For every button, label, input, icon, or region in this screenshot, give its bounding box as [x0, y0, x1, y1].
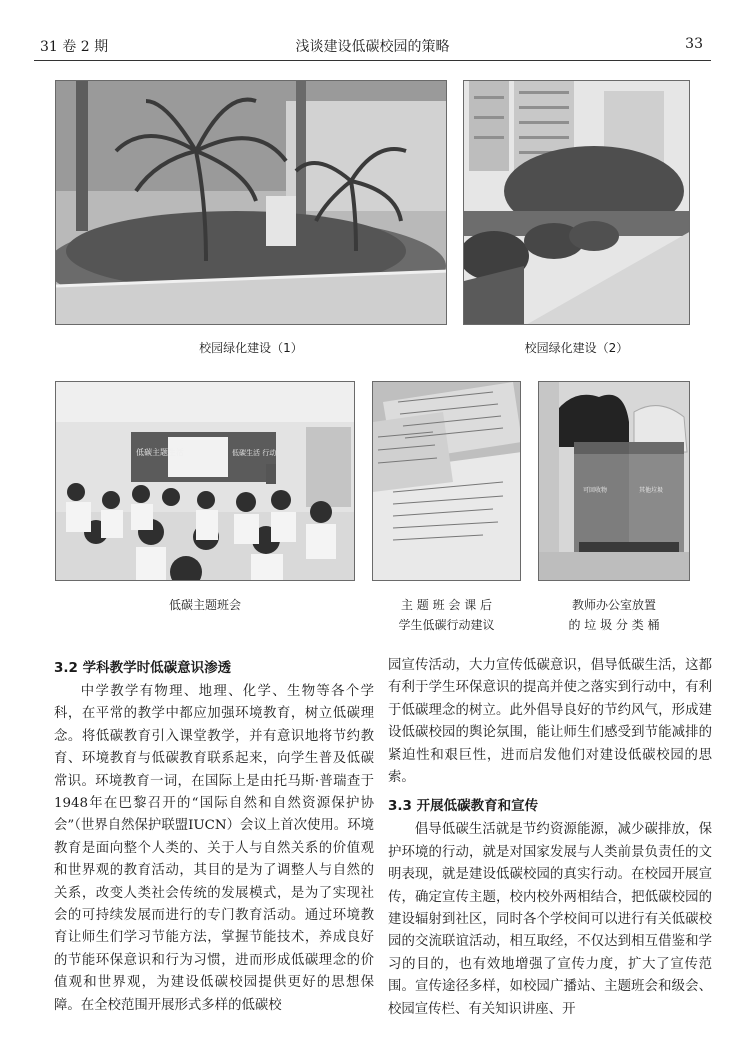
caption-line: 学生低碳行动建议 — [398, 618, 495, 632]
classroom-board-text: 低碳主题生活 — [136, 448, 184, 457]
body-paragraph: 中学教学有物理、地理、化学、生物等各个学科，在平常的教学中都应加强环境教育，树立低碳理念。将低碳教育引入课堂教学，并有意识地将节约教育、环境教育与低碳教育联系起来，向学生普及低碳常识。环境教育一词，在国际上是由托马斯·普瑞查于1948年在巴黎召开的“国际自然和自然资源保护协会”（世界自然保护联盟IUCN）会议上首次使用。环境教育是面向整个人类的、关于人与自然关系的价值观和世界观的教育活动，其目的是为了调整人与自然的关系，改变人类社会传统的发展模式，是为了实现社会的可持续发展而进行的专门教育活动。通过环境教育让师生们学习节能方法，掌握节能技术，养成良好的节能环保意识和行为习惯，进而形成低碳理念的价值观和世界观，为建设低碳校园提供更好的思想保障。在全校范围开展形式多样的低碳校 — [54, 684, 374, 1013]
right-text-column — [388, 655, 712, 1021]
photo-student-action-suggestions — [372, 381, 521, 581]
running-header — [34, 28, 711, 56]
journal-volume: 31 卷 2 期 — [40, 39, 109, 55]
section-heading-3-3: 3.3 开展低碳教育和宣传 — [388, 798, 539, 815]
photo-campus-greening-2 — [463, 80, 690, 325]
photo-campus-greening-1 — [55, 80, 447, 325]
photo-low-carbon-class-meeting — [55, 381, 355, 581]
caption-campus-greening-2: 校园绿化建设（2） — [524, 341, 629, 355]
caption-line: 主 题 班 会 课 后 — [400, 598, 493, 612]
caption-student-action-suggestions — [372, 595, 521, 635]
caption-low-carbon-class-meeting: 低碳主题班会 — [168, 598, 241, 612]
caption-line: 教师办公室放置 — [571, 598, 656, 612]
body-paragraph: 园宣传活动，大力宣传低碳意识，倡导低碳生活，这都有利于学生环保意识的提高并使之落实到行动中，有利于低碳理念的树立。此外倡导良好的节约风气，形成建设低碳校园的舆论氛围，能让师生们感受到节能减排的紧迫性和艰巨性，进而启发他们对建设低碳校园的思索。 — [388, 658, 712, 786]
classroom-board-text-right: 低碳生活 行动 — [232, 449, 277, 457]
running-title: 浅谈建设低碳校园的策略 — [295, 39, 450, 55]
body-paragraph: 倡导低碳生活就是节约资源能源，减少碳排放，保护环境的行动，就是对国家发展与人类前景负责任的文明表现，就是建设低碳校园的真实行动。在校园开展宣传，确定宣传主题，校内校外两相结合，把低碳校园的建设辐射到社区，同时各个学校间可以进行有关低碳校园的交流联谊活动，相互取经，不仅达到相互借鉴和学习的目的，也有效地增强了宣传力度，扩大了宣传范围。宣传途径多样，如校园广播站、主题班会和级会、校园宣传栏、有关知识讲座、开 — [388, 822, 712, 1017]
bin-label-other: 其他垃圾 — [639, 487, 664, 494]
caption-garbage-sorting-bins — [538, 595, 690, 635]
bin-label-recyclable: 可回收物 — [583, 487, 608, 494]
left-text-column — [54, 655, 374, 1017]
page-number: 33 — [685, 36, 703, 52]
section-heading-3-2: 3.2 学科教学时低碳意识渗透 — [54, 660, 232, 676]
header-rule — [34, 60, 711, 61]
photo-garbage-sorting-bins — [538, 381, 690, 581]
caption-campus-greening-1: 校园绿化建设（1） — [199, 341, 303, 355]
caption-line: 的 垃 圾 分 类 桶 — [568, 618, 660, 632]
